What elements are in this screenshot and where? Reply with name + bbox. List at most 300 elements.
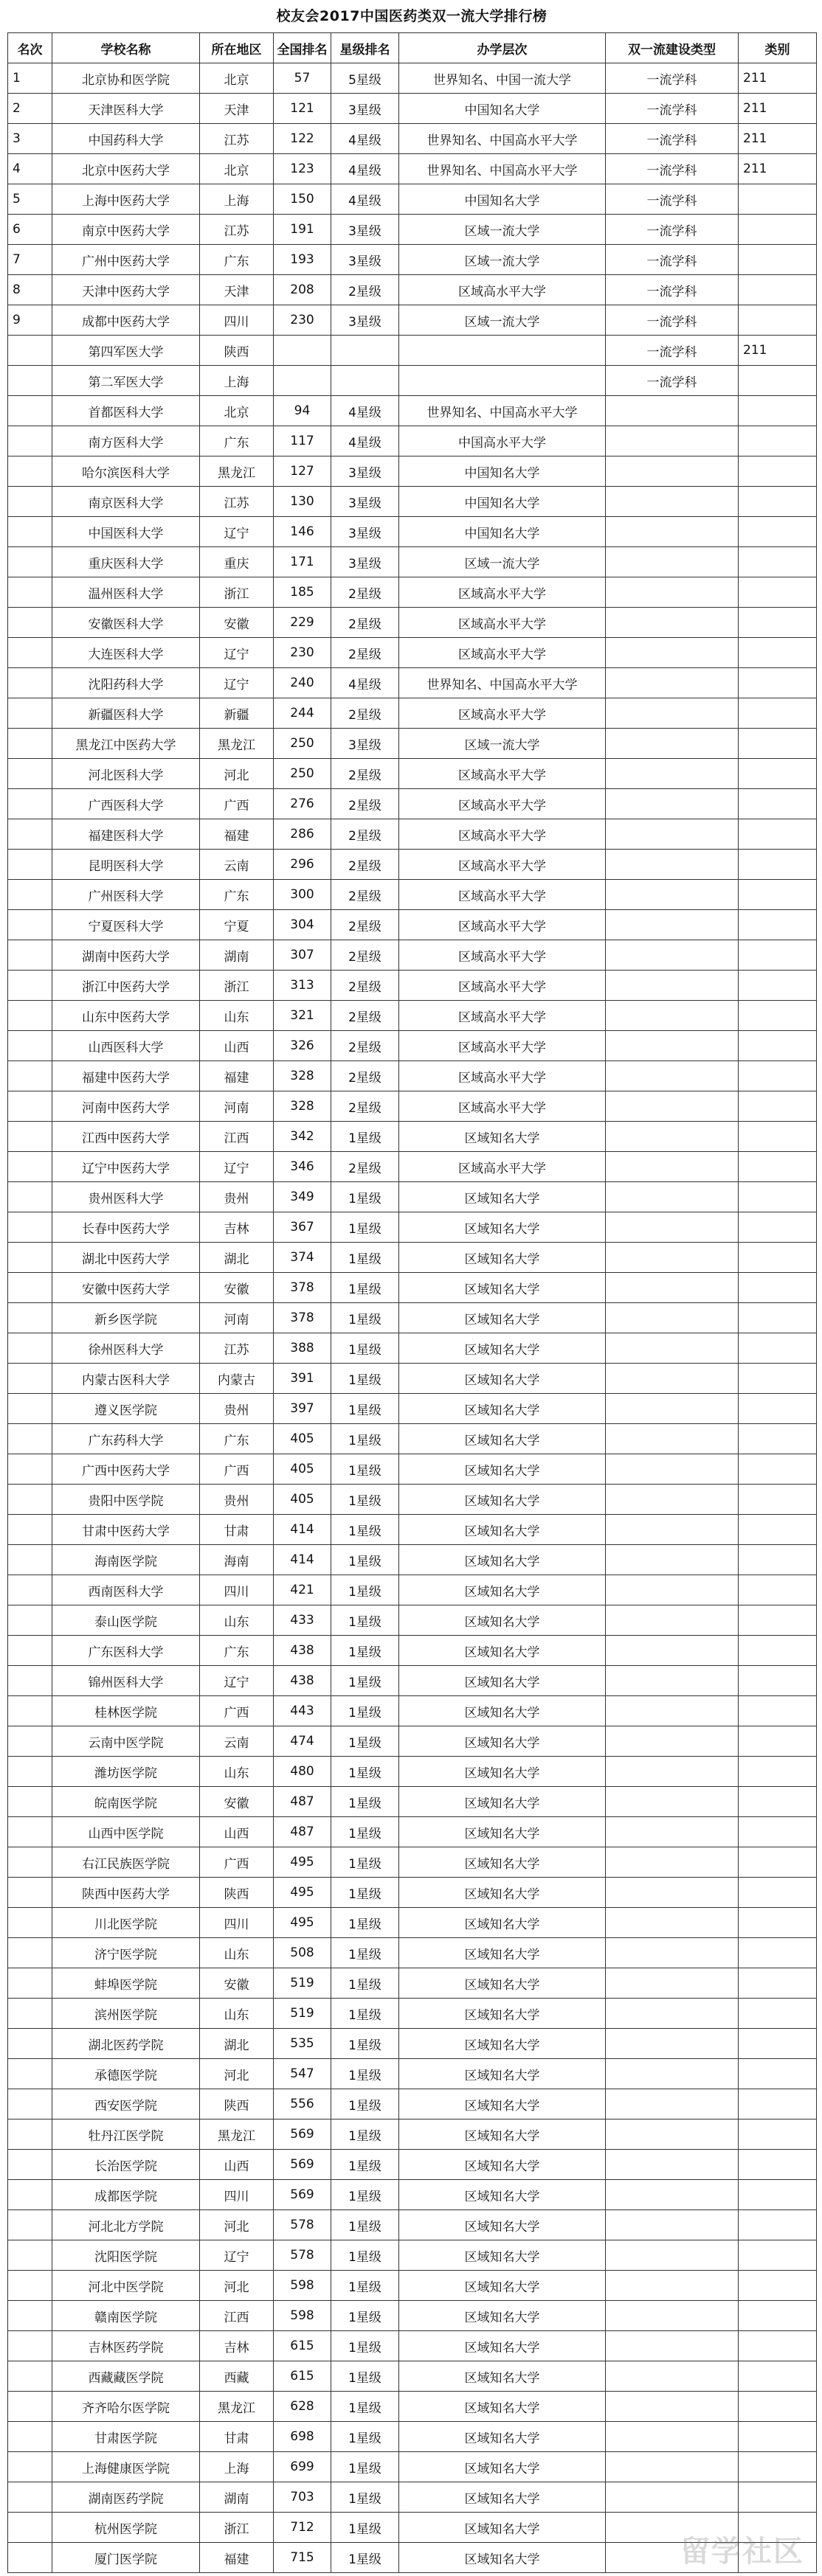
cell-school-name: 皖南医学院 <box>52 1787 200 1817</box>
cell-double-first-class <box>606 698 739 729</box>
cell-level: 区域知名大学 <box>399 1454 606 1485</box>
table-row <box>8 1908 817 1938</box>
cell-school-name: 中国医科大学 <box>52 517 200 547</box>
table-row <box>8 2482 817 2513</box>
cell-category <box>739 2452 817 2482</box>
cell-rank <box>8 1636 52 1666</box>
table-row <box>8 1424 817 1454</box>
cell-double-first-class <box>606 1212 739 1243</box>
cell-double-first-class <box>606 1424 739 1454</box>
cell-category <box>739 517 817 547</box>
table-row <box>8 910 817 940</box>
cell-category <box>739 638 817 668</box>
cell-national-rank: 94 <box>274 396 331 426</box>
table-row <box>8 1001 817 1031</box>
cell-double-first-class <box>606 1061 739 1091</box>
cell-school-name: 济宁医学院 <box>52 1938 200 1968</box>
cell-double-first-class <box>606 910 739 940</box>
cell-star-rank: 1星级 <box>331 2059 399 2089</box>
cell-national-rank: 313 <box>274 971 331 1001</box>
cell-category <box>739 729 817 759</box>
cell-region: 甘肃 <box>200 1515 274 1545</box>
cell-double-first-class: 一流学科 <box>606 215 739 245</box>
cell-double-first-class <box>606 2482 739 2513</box>
cell-rank <box>8 1999 52 2029</box>
cell-star-rank: 3星级 <box>331 729 399 759</box>
cell-national-rank: 250 <box>274 759 331 789</box>
cell-double-first-class <box>606 1575 739 1605</box>
cell-category <box>739 910 817 940</box>
table-row <box>8 1878 817 1908</box>
cell-rank <box>8 698 52 729</box>
cell-national-rank: 146 <box>274 517 331 547</box>
cell-category <box>739 1091 817 1122</box>
cell-level: 区域高水平大学 <box>399 1091 606 1122</box>
cell-category <box>739 1968 817 1999</box>
cell-national-rank: 130 <box>274 487 331 517</box>
cell-category <box>739 1061 817 1091</box>
cell-level: 区域知名大学 <box>399 1515 606 1545</box>
cell-category <box>739 668 817 698</box>
cell-level: 世界知名、中国高水平大学 <box>399 154 606 184</box>
cell-level: 中国知名大学 <box>399 517 606 547</box>
cell-school-name: 川北医学院 <box>52 1908 200 1938</box>
cell-national-rank: 508 <box>274 1938 331 1968</box>
table-row <box>8 1575 817 1605</box>
ranking-document <box>7 0 816 2573</box>
cell-double-first-class <box>606 2331 739 2361</box>
cell-level: 区域知名大学 <box>399 2452 606 2482</box>
cell-double-first-class <box>606 1666 739 1696</box>
cell-double-first-class: 一流学科 <box>606 336 739 366</box>
table-row <box>8 1454 817 1485</box>
cell-level: 中国知名大学 <box>399 94 606 124</box>
cell-star-rank: 1星级 <box>331 1273 399 1303</box>
cell-star-rank: 2星级 <box>331 971 399 1001</box>
cell-double-first-class: 一流学科 <box>606 366 739 396</box>
table-row <box>8 880 817 910</box>
table-row <box>8 366 817 396</box>
cell-rank <box>8 940 52 971</box>
table-row <box>8 1394 817 1424</box>
cell-double-first-class <box>606 2059 739 2089</box>
cell-double-first-class <box>606 1726 739 1757</box>
cell-star-rank: 1星级 <box>331 2513 399 2543</box>
cell-rank <box>8 1575 52 1605</box>
cell-double-first-class: 一流学科 <box>606 154 739 184</box>
cell-national-rank: 229 <box>274 608 331 638</box>
cell-region: 福建 <box>200 1061 274 1091</box>
cell-school-name: 黑龙江中医药大学 <box>52 729 200 759</box>
cell-level: 区域知名大学 <box>399 1394 606 1424</box>
cell-rank: 6 <box>8 215 52 245</box>
cell-region: 广东 <box>200 426 274 456</box>
cell-double-first-class <box>606 819 739 850</box>
cell-school-name: 山西医科大学 <box>52 1031 200 1061</box>
cell-rank: 2 <box>8 94 52 124</box>
cell-category <box>739 487 817 517</box>
cell-category <box>739 2089 817 2120</box>
cell-national-rank: 569 <box>274 2180 331 2210</box>
cell-level: 区域知名大学 <box>399 1303 606 1333</box>
cell-rank: 9 <box>8 305 52 336</box>
cell-rank <box>8 1001 52 1031</box>
cell-double-first-class <box>606 487 739 517</box>
cell-school-name: 中国药科大学 <box>52 124 200 154</box>
cell-rank <box>8 1243 52 1273</box>
table-row <box>8 1485 817 1515</box>
cell-star-rank: 1星级 <box>331 1424 399 1454</box>
cell-region: 山东 <box>200 1605 274 1636</box>
table-row <box>8 1243 817 1273</box>
cell-school-name: 蚌埠医学院 <box>52 1968 200 1999</box>
cell-school-name: 贵阳中医学院 <box>52 1485 200 1515</box>
cell-school-name: 湖北中医药大学 <box>52 1243 200 1273</box>
cell-rank <box>8 396 52 426</box>
cell-category <box>739 1908 817 1938</box>
cell-star-rank: 2星级 <box>331 275 399 305</box>
header-national-rank: 全国排名 <box>274 33 331 63</box>
table-row <box>8 577 817 608</box>
cell-region: 贵州 <box>200 1485 274 1515</box>
cell-school-name: 上海中医药大学 <box>52 184 200 215</box>
cell-category <box>739 1212 817 1243</box>
cell-region: 湖南 <box>200 2482 274 2513</box>
cell-rank <box>8 638 52 668</box>
cell-level: 区域知名大学 <box>399 2210 606 2240</box>
cell-region: 河北 <box>200 2271 274 2301</box>
cell-double-first-class <box>606 2422 739 2452</box>
cell-school-name: 贵州医科大学 <box>52 1182 200 1212</box>
cell-national-rank: 699 <box>274 2452 331 2482</box>
cell-level: 区域知名大学 <box>399 1938 606 1968</box>
cell-rank <box>8 366 52 396</box>
cell-school-name: 南京医科大学 <box>52 487 200 517</box>
table-row <box>8 2180 817 2210</box>
cell-school-name: 第四军医大学 <box>52 336 200 366</box>
cell-region: 甘肃 <box>200 2422 274 2452</box>
cell-double-first-class <box>606 880 739 910</box>
cell-region: 广东 <box>200 880 274 910</box>
cell-star-rank: 2星级 <box>331 759 399 789</box>
cell-national-rank: 414 <box>274 1545 331 1575</box>
table-row <box>8 94 817 124</box>
cell-category <box>739 940 817 971</box>
cell-double-first-class <box>606 1605 739 1636</box>
cell-level: 世界知名、中国高水平大学 <box>399 124 606 154</box>
cell-level: 世界知名、中国高水平大学 <box>399 396 606 426</box>
cell-category <box>739 426 817 456</box>
cell-national-rank: 598 <box>274 2301 331 2331</box>
cell-national-rank: 388 <box>274 1333 331 1364</box>
watermark-text: 留学社区 <box>680 2534 804 2569</box>
cell-rank <box>8 1847 52 1878</box>
cell-school-name: 大连医科大学 <box>52 638 200 668</box>
cell-national-rank: 367 <box>274 1212 331 1243</box>
cell-school-name: 湖北医药学院 <box>52 2029 200 2059</box>
cell-category <box>739 1605 817 1636</box>
cell-category <box>739 2271 817 2301</box>
cell-star-rank: 2星级 <box>331 1001 399 1031</box>
cell-category <box>739 2482 817 2513</box>
cell-national-rank: 414 <box>274 1515 331 1545</box>
cell-category <box>739 1001 817 1031</box>
cell-double-first-class <box>606 1515 739 1545</box>
cell-category <box>739 275 817 305</box>
cell-double-first-class <box>606 1696 739 1726</box>
cell-rank <box>8 1757 52 1787</box>
cell-category <box>739 456 817 487</box>
cell-rank <box>8 2150 52 2180</box>
cell-star-rank: 1星级 <box>331 2543 399 2573</box>
cell-double-first-class: 一流学科 <box>606 245 739 275</box>
cell-star-rank: 4星级 <box>331 154 399 184</box>
cell-school-name: 内蒙古医科大学 <box>52 1364 200 1394</box>
cell-double-first-class <box>606 426 739 456</box>
cell-school-name: 南京中医药大学 <box>52 215 200 245</box>
cell-school-name: 辽宁中医药大学 <box>52 1152 200 1182</box>
cell-double-first-class <box>606 2029 739 2059</box>
cell-level: 区域高水平大学 <box>399 577 606 608</box>
cell-region: 陕西 <box>200 1878 274 1908</box>
table-row <box>8 215 817 245</box>
cell-double-first-class: 一流学科 <box>606 275 739 305</box>
cell-star-rank: 1星级 <box>331 1605 399 1636</box>
cell-national-rank: 326 <box>274 1031 331 1061</box>
table-row <box>8 154 817 184</box>
cell-rank <box>8 1212 52 1243</box>
cell-national-rank: 698 <box>274 2422 331 2452</box>
cell-double-first-class <box>606 1091 739 1122</box>
cell-rank <box>8 819 52 850</box>
cell-region: 山西 <box>200 2150 274 2180</box>
cell-region: 江苏 <box>200 124 274 154</box>
cell-national-rank: 535 <box>274 2029 331 2059</box>
cell-category <box>739 1878 817 1908</box>
cell-star-rank: 1星级 <box>331 2029 399 2059</box>
cell-level: 区域一流大学 <box>399 547 606 577</box>
cell-school-name: 天津中医药大学 <box>52 275 200 305</box>
cell-national-rank: 421 <box>274 1575 331 1605</box>
cell-category <box>739 1726 817 1757</box>
cell-double-first-class <box>606 1878 739 1908</box>
cell-region: 四川 <box>200 305 274 336</box>
cell-level: 区域知名大学 <box>399 2029 606 2059</box>
cell-rank <box>8 850 52 880</box>
cell-school-name: 上海健康医学院 <box>52 2452 200 2482</box>
cell-region: 浙江 <box>200 577 274 608</box>
cell-region: 湖北 <box>200 2029 274 2059</box>
cell-national-rank: 378 <box>274 1303 331 1333</box>
cell-double-first-class <box>606 1757 739 1787</box>
cell-level: 区域高水平大学 <box>399 880 606 910</box>
cell-rank <box>8 2513 52 2543</box>
cell-rank <box>8 1485 52 1515</box>
cell-region: 山西 <box>200 1817 274 1847</box>
cell-double-first-class <box>606 1303 739 1333</box>
cell-level: 区域一流大学 <box>399 729 606 759</box>
cell-double-first-class <box>606 971 739 1001</box>
cell-level: 区域知名大学 <box>399 1696 606 1726</box>
cell-region: 宁夏 <box>200 910 274 940</box>
cell-double-first-class <box>606 1938 739 1968</box>
cell-star-rank: 1星级 <box>331 1726 399 1757</box>
table-row <box>8 789 817 819</box>
cell-rank <box>8 1333 52 1364</box>
cell-school-name: 福建中医药大学 <box>52 1061 200 1091</box>
cell-region: 陕西 <box>200 336 274 366</box>
cell-double-first-class <box>606 577 739 608</box>
cell-rank <box>8 668 52 698</box>
cell-star-rank: 3星级 <box>331 94 399 124</box>
cell-star-rank: 4星级 <box>331 396 399 426</box>
cell-school-name: 西安医学院 <box>52 2089 200 2120</box>
table-row <box>8 1031 817 1061</box>
cell-double-first-class <box>606 1364 739 1394</box>
cell-category <box>739 2059 817 2089</box>
cell-star-rank: 1星级 <box>331 1636 399 1666</box>
table-row <box>8 608 817 638</box>
cell-school-name: 湖南医药学院 <box>52 2482 200 2513</box>
cell-rank <box>8 1364 52 1394</box>
cell-national-rank: 240 <box>274 668 331 698</box>
cell-school-name: 温州医科大学 <box>52 577 200 608</box>
cell-region: 河北 <box>200 2210 274 2240</box>
cell-national-rank: 703 <box>274 2482 331 2513</box>
table-row <box>8 517 817 547</box>
cell-category <box>739 819 817 850</box>
cell-region: 浙江 <box>200 971 274 1001</box>
cell-star-rank: 1星级 <box>331 1696 399 1726</box>
cell-rank <box>8 336 52 366</box>
cell-category <box>739 2120 817 2150</box>
cell-level: 中国知名大学 <box>399 487 606 517</box>
table-row <box>8 1273 817 1303</box>
cell-rank <box>8 517 52 547</box>
cell-region: 广东 <box>200 1636 274 1666</box>
cell-category <box>739 1394 817 1424</box>
cell-rank <box>8 1454 52 1485</box>
cell-star-rank: 1星级 <box>331 2331 399 2361</box>
cell-rank <box>8 971 52 1001</box>
cell-category <box>739 1122 817 1152</box>
cell-double-first-class <box>606 1636 739 1666</box>
table-row <box>8 729 817 759</box>
cell-rank <box>8 547 52 577</box>
table-row <box>8 1061 817 1091</box>
cell-rank <box>8 2059 52 2089</box>
cell-school-name: 广西中医药大学 <box>52 1454 200 1485</box>
cell-region: 内蒙古 <box>200 1364 274 1394</box>
cell-school-name: 新疆医科大学 <box>52 698 200 729</box>
cell-national-rank: 244 <box>274 698 331 729</box>
cell-level: 区域高水平大学 <box>399 608 606 638</box>
cell-national-rank: 193 <box>274 245 331 275</box>
cell-national-rank: 615 <box>274 2331 331 2361</box>
table-row <box>8 2150 817 2180</box>
cell-school-name: 河北中医学院 <box>52 2271 200 2301</box>
table-row <box>8 1666 817 1696</box>
cell-school-name: 滨州医学院 <box>52 1999 200 2029</box>
cell-rank <box>8 2180 52 2210</box>
cell-star-rank: 3星级 <box>331 547 399 577</box>
cell-category <box>739 1424 817 1454</box>
cell-national-rank: 547 <box>274 2059 331 2089</box>
cell-category <box>739 547 817 577</box>
cell-region: 江西 <box>200 2301 274 2331</box>
cell-school-name: 潍坊医学院 <box>52 1757 200 1787</box>
cell-school-name: 北京中医药大学 <box>52 154 200 184</box>
cell-level: 区域知名大学 <box>399 2331 606 2361</box>
table-row <box>8 819 817 850</box>
cell-double-first-class <box>606 1152 739 1182</box>
table-row <box>8 456 817 487</box>
cell-region: 福建 <box>200 819 274 850</box>
cell-national-rank: 405 <box>274 1454 331 1485</box>
cell-level: 区域知名大学 <box>399 2059 606 2089</box>
cell-region: 山东 <box>200 1999 274 2029</box>
cell-category <box>739 305 817 336</box>
cell-star-rank: 3星级 <box>331 487 399 517</box>
cell-rank <box>8 1878 52 1908</box>
table-row <box>8 1091 817 1122</box>
cell-category: 211 <box>739 154 817 184</box>
table-row <box>8 1968 817 1999</box>
cell-rank: 4 <box>8 154 52 184</box>
cell-star-rank: 2星级 <box>331 850 399 880</box>
cell-star-rank: 1星级 <box>331 2452 399 2482</box>
cell-star-rank: 1星级 <box>331 1182 399 1212</box>
cell-rank <box>8 2271 52 2301</box>
cell-double-first-class <box>606 1273 739 1303</box>
cell-level: 区域知名大学 <box>399 1999 606 2029</box>
cell-region: 河南 <box>200 1303 274 1333</box>
cell-rank <box>8 1545 52 1575</box>
table-row <box>8 1212 817 1243</box>
cell-level: 区域知名大学 <box>399 1908 606 1938</box>
table-row <box>8 396 817 426</box>
cell-region: 山西 <box>200 1031 274 1061</box>
cell-region: 广西 <box>200 789 274 819</box>
cell-level <box>399 336 606 366</box>
cell-double-first-class <box>606 2271 739 2301</box>
cell-region: 浙江 <box>200 2513 274 2543</box>
cell-school-name: 河南中医药大学 <box>52 1091 200 1122</box>
cell-region: 湖北 <box>200 1243 274 1273</box>
cell-level: 区域知名大学 <box>399 1182 606 1212</box>
cell-category <box>739 366 817 396</box>
cell-double-first-class <box>606 1787 739 1817</box>
cell-region: 江苏 <box>200 487 274 517</box>
cell-star-rank: 2星级 <box>331 1061 399 1091</box>
cell-region: 辽宁 <box>200 1666 274 1696</box>
cell-region: 贵州 <box>200 1182 274 1212</box>
cell-category <box>739 245 817 275</box>
cell-level <box>399 366 606 396</box>
cell-level: 区域知名大学 <box>399 1636 606 1666</box>
cell-category <box>739 1031 817 1061</box>
table-row <box>8 63 817 94</box>
cell-rank: 1 <box>8 63 52 94</box>
cell-level: 区域知名大学 <box>399 1243 606 1273</box>
header-star-rank: 星级排名 <box>331 33 399 63</box>
cell-star-rank: 1星级 <box>331 2482 399 2513</box>
cell-national-rank: 519 <box>274 1999 331 2029</box>
cell-category <box>739 2180 817 2210</box>
cell-rank <box>8 1031 52 1061</box>
cell-rank <box>8 1696 52 1726</box>
cell-region: 江苏 <box>200 1333 274 1364</box>
